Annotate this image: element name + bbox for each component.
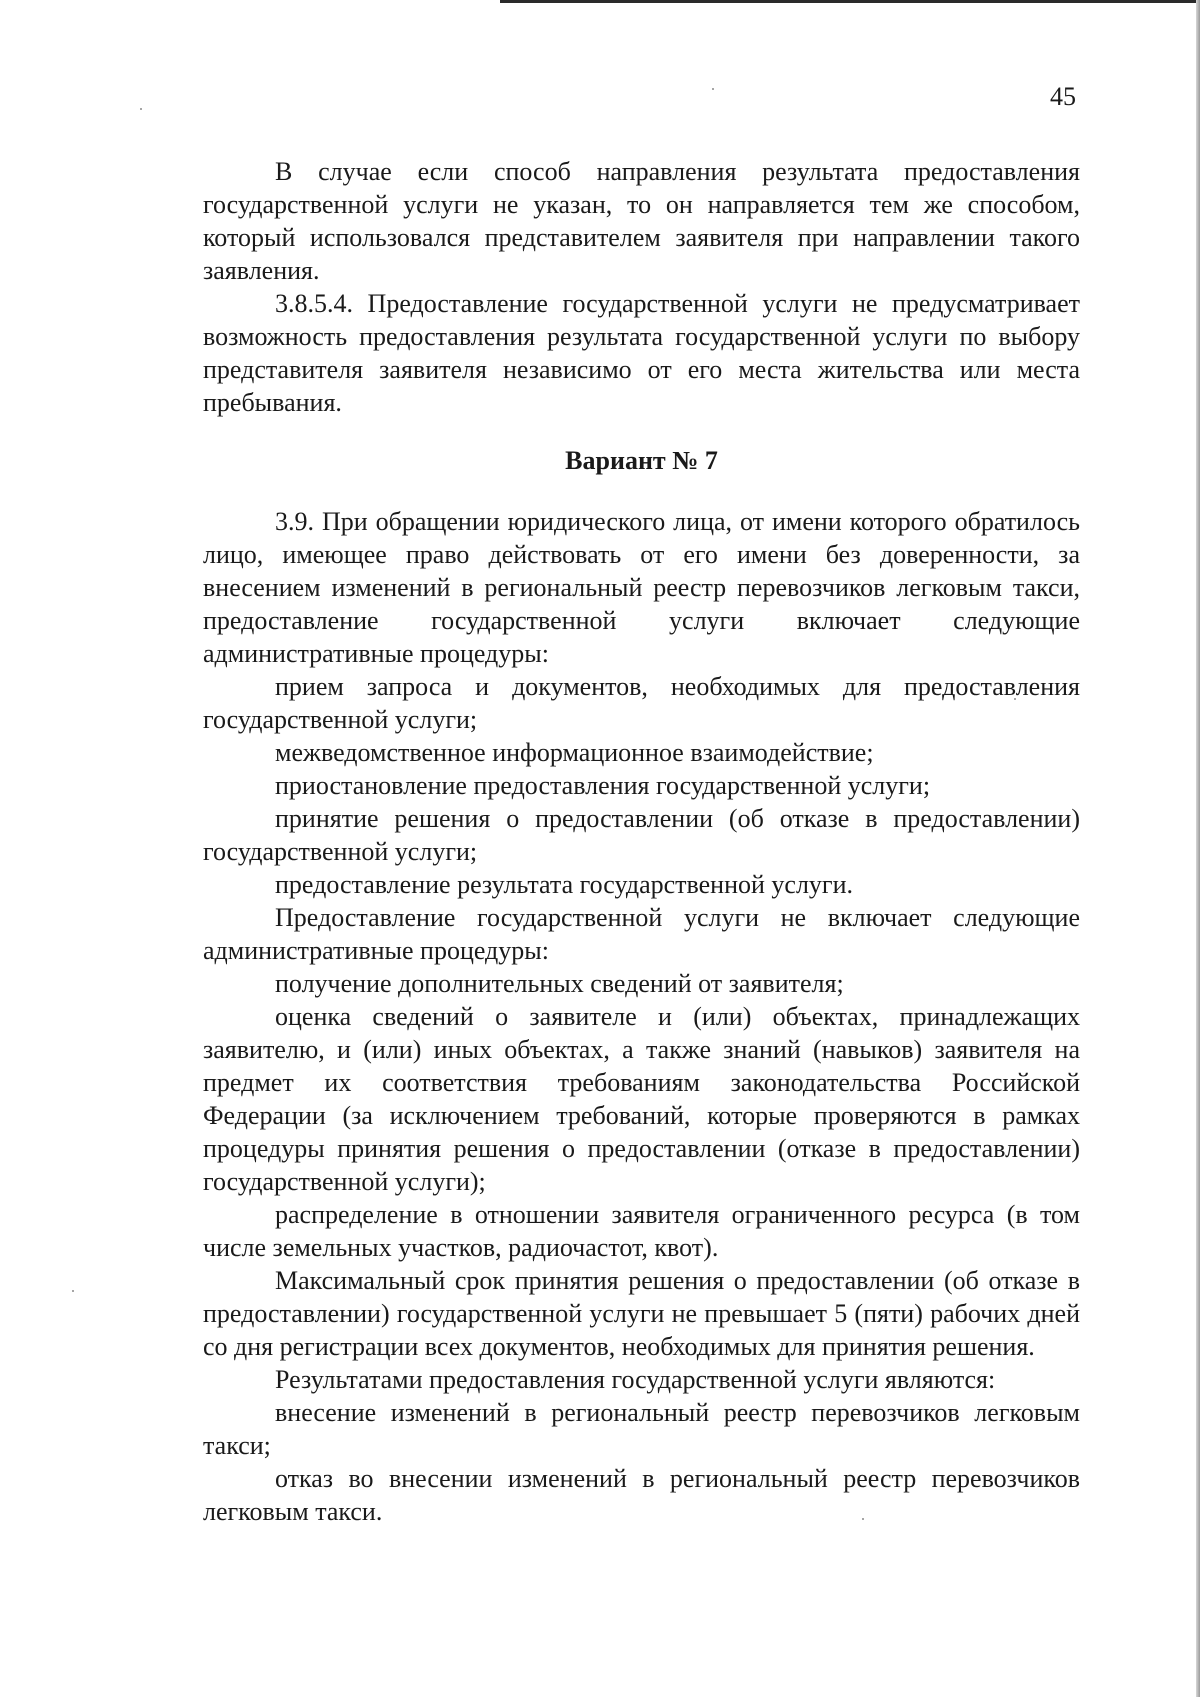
scan-edge-right (1196, 0, 1200, 1697)
list-item: отказ во внесении изменений в региональный реестр перевозчиков легковым такси. (203, 1464, 1080, 1526)
list-item: оценка сведений о заявителе и (или) объектах, принадлежащих заявителю, и (или) иных объектах, а также знаний (навыков) заявителя на предмет их соответствия требованиям законодательства Российской Федерации (за исключением требований, которые проверяются в рамках процедуры принятия решения о предоставлении (отказе в предоставлении) государственной услуги); (203, 1002, 1080, 1196)
list-item: прием запроса и документов, необходимых для предоставления государственной услуги; (203, 672, 1080, 734)
list-item: внесение изменений в региональный реестр перевозчиков легковым такси; (203, 1398, 1080, 1460)
section-heading: Вариант № 7 (565, 446, 718, 475)
scan-speck (72, 1290, 74, 1292)
list-item: получение дополнительных сведений от заявителя; (275, 969, 844, 998)
list-item: межведомственное информационное взаимодействие; (275, 738, 874, 767)
section-top (203, 155, 1080, 419)
page-number: 45 (1050, 82, 1076, 111)
paragraph: В случае если способ направления результата предоставления государственной услуги не указан, то он направляется тем же способом, который использовался представителем заявителя при направлении такого заявления. (203, 157, 1080, 285)
paragraph: 3.9. При обращении юридического лица, от имени которого обратилось лицо, имеющее право действовать от его имени без доверенности, за внесением изменений в региональный реестр перевозчиков легковым такси, предоставление государственной услуги включает следующие административные процедуры: (203, 507, 1080, 668)
list-item: принятие решения о предоставлении (об отказе в предоставлении) государственной услуги; (203, 804, 1080, 866)
list-item: распределение в отношении заявителя ограниченного ресурса (в том числе земельных участков, радиочастот, квот). (203, 1200, 1080, 1262)
paragraph: Предоставление государственной услуги не включает следующие административные процедуры: (203, 903, 1080, 965)
list-item: предоставление результата государственной услуги. (275, 870, 854, 899)
paragraph: Максимальный срок принятия решения о предоставлении (об отказе в предоставлении) государственной услуги не превышает 5 (пяти) рабочих дней со дня регистрации всех документов, необходимых для принятия решения. (203, 1266, 1080, 1361)
scan-edge-top (500, 0, 1200, 3)
paragraph: Результатами предоставления государственной услуги являются: (275, 1365, 996, 1394)
list-item: приостановление предоставления государственной услуги; (275, 771, 931, 800)
scan-speck (140, 108, 142, 110)
scan-speck (712, 88, 714, 90)
section-main (203, 505, 1080, 1528)
paragraph: 3.8.5.4. Предоставление государственной услуги не предусматривает возможность предоставления результата государственной услуги по выбору представителя заявителя независимо от его места жительства или места пребывания. (203, 289, 1080, 417)
